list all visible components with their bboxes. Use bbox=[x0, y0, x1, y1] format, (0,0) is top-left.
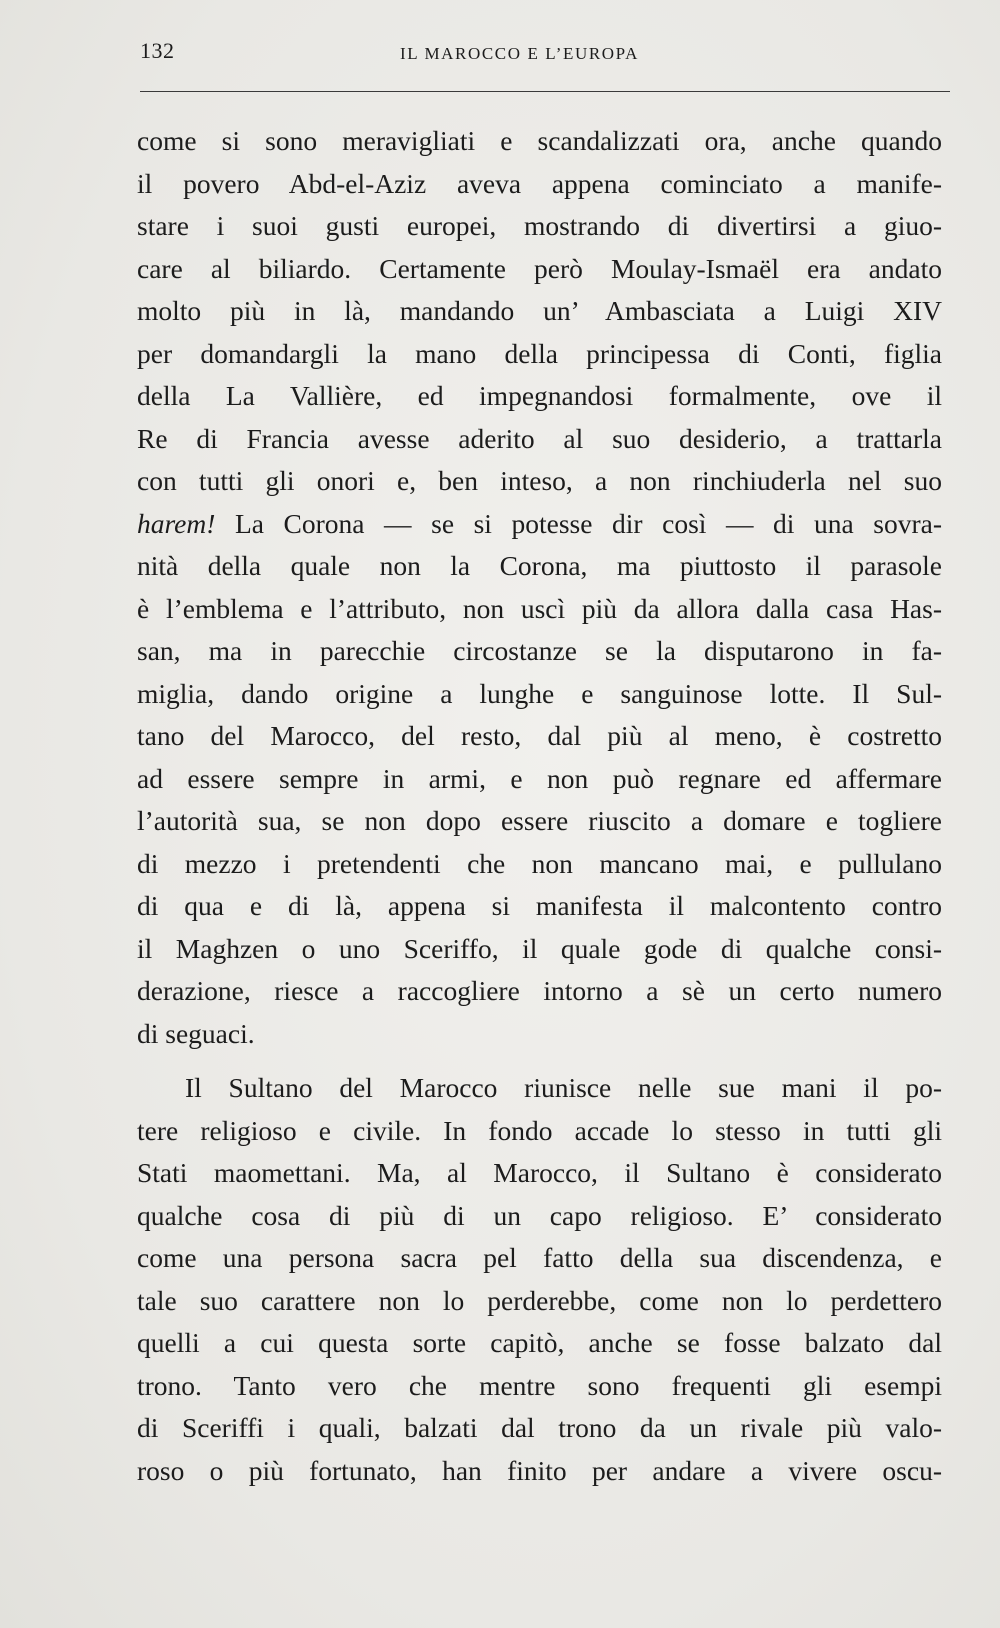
text-line: come si sono meravigliati e scandalizzati ora, anche quando bbox=[137, 125, 942, 156]
text-line: tale suo carattere non lo perderebbe, come non lo perdettero bbox=[137, 1284, 942, 1316]
text-line: di seguaci. bbox=[137, 1017, 255, 1049]
text-line: qualche cosa di più di un capo religioso. E’ considerato bbox=[137, 1199, 942, 1231]
text-line: Stati maomettani. Ma, al Marocco, il Sultano è considerato bbox=[137, 1157, 942, 1188]
text-line: di Sceriffi i quali, balzati dal trono da un rivale più valo- bbox=[137, 1412, 942, 1443]
running-title: IL MAROCCO E L’EUROPA bbox=[400, 44, 640, 63]
paragraph-gap bbox=[137, 1055, 942, 1067]
page-header bbox=[140, 38, 940, 72]
text-line: di mezzo i pretendenti che non mancano mai, e pullulano bbox=[137, 847, 942, 879]
text-line: san, ma in parecchie circostanze se la disputarono in fa- bbox=[137, 635, 942, 666]
text-line: roso o più fortunato, han finito per andare a vivere oscu- bbox=[137, 1454, 942, 1486]
text-line: molto più in là, mandando un’ Ambasciata a Luigi XIV bbox=[137, 295, 942, 326]
paragraph-2 bbox=[137, 1067, 942, 1492]
text-line: di qua e di là, appena si manifesta il malcontento contro bbox=[137, 890, 942, 921]
text-line: l’autorità sua, se non dopo essere riuscito a domare e togliere bbox=[137, 805, 942, 836]
text-line: come una persona sacra pel fatto della sua discendenza, e bbox=[137, 1242, 942, 1273]
text-line: per domandargli la mano della principessa di Conti, figlia bbox=[137, 337, 942, 369]
text-line: ad essere sempre in armi, e non può regnare ed affermare bbox=[137, 762, 942, 794]
text-line: della La Vallière, ed impegnandosi formalmente, ove il bbox=[137, 380, 942, 411]
text-line: trono. Tanto vero che mentre sono frequenti gli esempi bbox=[137, 1369, 942, 1401]
text-line: derazione, riesce a raccogliere intorno a sè un certo numero bbox=[137, 975, 942, 1006]
header-rule bbox=[140, 91, 950, 92]
italic-word: harem! bbox=[137, 507, 216, 539]
text-line: Il Sultano del Marocco riunisce nelle sue mani il po- bbox=[185, 1072, 942, 1103]
text-line: care al biliardo. Certamente però Moulay-Ismaël era andato bbox=[137, 252, 942, 284]
paragraph-1 bbox=[137, 120, 942, 1055]
text-line: Re di Francia avesse aderito al suo desiderio, a trattarla bbox=[137, 422, 942, 454]
text-line: con tutti gli onori e, ben inteso, a non rinchiuderla nel suo bbox=[137, 465, 942, 496]
text-line: tere religioso e civile. In fondo accade lo stesso in tutti gli bbox=[137, 1114, 942, 1146]
text-line: il Maghzen o uno Sceriffo, il quale gode di qualche consi- bbox=[137, 932, 942, 964]
text-line: è l’emblema e l’attributo, non uscì più da allora dalla casa Has- bbox=[137, 592, 942, 624]
text-line-rest: La Corona — se si potesse dir così — di una sovra- bbox=[215, 507, 942, 539]
body-text bbox=[137, 120, 942, 1492]
text-line: quelli a cui questa sorte capitò, anche se fosse balzato dal bbox=[137, 1327, 942, 1358]
text-line: nità della quale non la Corona, ma piuttosto il parasole bbox=[137, 550, 942, 581]
text-line: tano del Marocco, del resto, dal più al meno, è costretto bbox=[137, 720, 942, 751]
text-line: miglia, dando origine a lunghe e sanguinose lotte. Il Sul- bbox=[137, 677, 942, 709]
text-line: il povero Abd-el-Aziz aveva appena cominciato a manife- bbox=[137, 167, 942, 199]
text-line-harem bbox=[137, 503, 942, 546]
page-number: 132 bbox=[140, 38, 175, 63]
text-line: stare i suoi gusti europei, mostrando di divertirsi a giuo- bbox=[137, 210, 942, 241]
